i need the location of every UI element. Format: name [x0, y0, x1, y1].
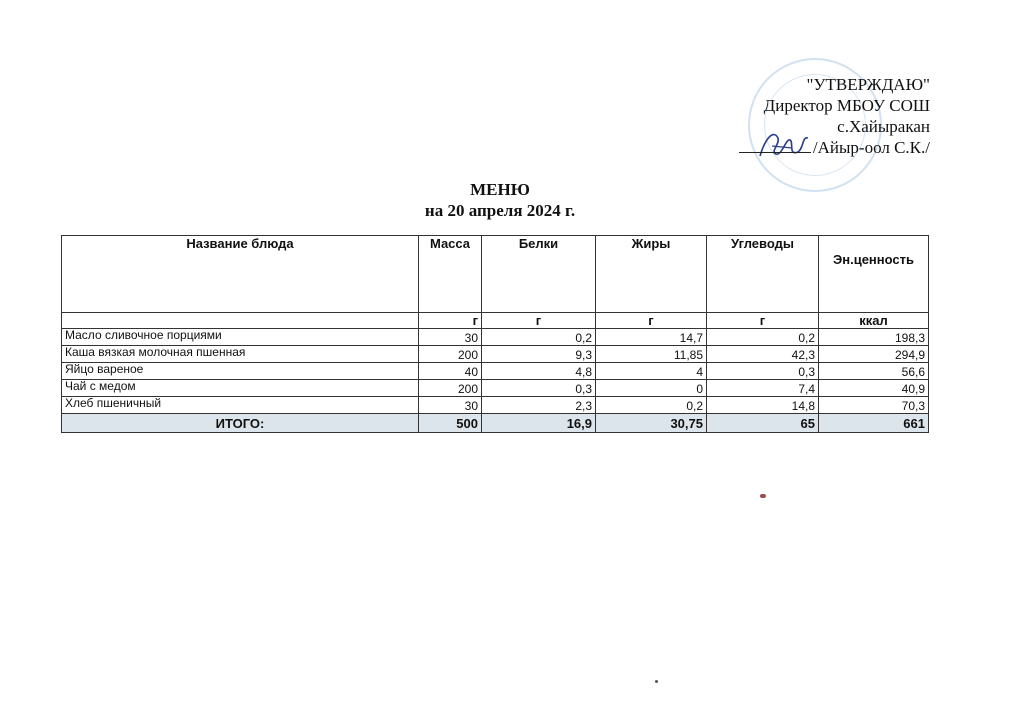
dish-protein: 9,3 [482, 346, 596, 363]
dish-fat: 11,85 [596, 346, 707, 363]
header-fat: Жиры [596, 236, 707, 313]
header-carbs: Углеводы [707, 236, 819, 313]
approval-heading: "УТВЕРЖДАЮ" [806, 75, 930, 94]
dish-protein: 0,3 [482, 380, 596, 397]
unit-mass: г [419, 313, 482, 329]
dish-name: Яйцо вареное [62, 363, 419, 380]
dish-mass: 40 [419, 363, 482, 380]
dish-protein: 0,2 [482, 329, 596, 346]
approval-block [739, 74, 930, 158]
dish-energy: 56,6 [819, 363, 929, 380]
dish-carbs: 42,3 [707, 346, 819, 363]
dish-energy: 198,3 [819, 329, 929, 346]
document-date: на 20 апреля 2024 г. [424, 201, 576, 220]
document-title: МЕНЮ [470, 180, 530, 199]
dish-name: Хлеб пшеничный [62, 397, 419, 414]
unit-protein: г [482, 313, 596, 329]
dish-name: Каша вязкая молочная пшенная [62, 346, 419, 363]
dish-energy: 294,9 [819, 346, 929, 363]
dish-carbs: 0,2 [707, 329, 819, 346]
total-protein: 16,9 [482, 414, 596, 433]
header-energy: Эн.ценность [819, 236, 929, 313]
unit-fat: г [596, 313, 707, 329]
unit-dish-name [62, 313, 419, 329]
dish-mass: 200 [419, 380, 482, 397]
table-row [62, 329, 929, 346]
total-label: ИТОГО: [62, 414, 419, 433]
unit-energy: ккал [819, 313, 929, 329]
total-fat: 30,75 [596, 414, 707, 433]
approval-position: Директор МБОУ СОШ [763, 96, 930, 115]
table-units-row [62, 313, 929, 329]
menu-table [61, 235, 929, 433]
dish-mass: 200 [419, 346, 482, 363]
total-mass: 500 [419, 414, 482, 433]
dish-energy: 40,9 [819, 380, 929, 397]
header-dish-name: Название блюда [62, 236, 419, 313]
dish-mass: 30 [419, 397, 482, 414]
approval-location: с.Хайыракан [837, 117, 930, 136]
total-energy: 661 [819, 414, 929, 433]
dish-mass: 30 [419, 329, 482, 346]
table-row [62, 363, 929, 380]
total-row [62, 414, 929, 433]
header-protein: Белки [482, 236, 596, 313]
table-header-row [62, 236, 929, 313]
dish-protein: 2,3 [482, 397, 596, 414]
total-carbs: 65 [707, 414, 819, 433]
dish-name: Чай с медом [62, 380, 419, 397]
paper-speck [760, 494, 766, 498]
dish-fat: 4 [596, 363, 707, 380]
dish-fat: 0 [596, 380, 707, 397]
approval-signer: /Айыр-оол С.К./ [812, 138, 930, 157]
table-row [62, 397, 929, 414]
dish-fat: 14,7 [596, 329, 707, 346]
dish-energy: 70,3 [819, 397, 929, 414]
approval-signature-line [739, 137, 930, 158]
dish-carbs: 7,4 [707, 380, 819, 397]
dish-carbs: 0,3 [707, 363, 819, 380]
dish-fat: 0,2 [596, 397, 707, 414]
dish-protein: 4,8 [482, 363, 596, 380]
dish-carbs: 14,8 [707, 397, 819, 414]
table-row [62, 346, 929, 363]
unit-carbs: г [707, 313, 819, 329]
header-mass: Масса [419, 236, 482, 313]
table-row [62, 380, 929, 397]
signature-underline [739, 138, 811, 153]
dish-name: Масло сливочное порциями [62, 329, 419, 346]
paper-speck [655, 680, 658, 683]
